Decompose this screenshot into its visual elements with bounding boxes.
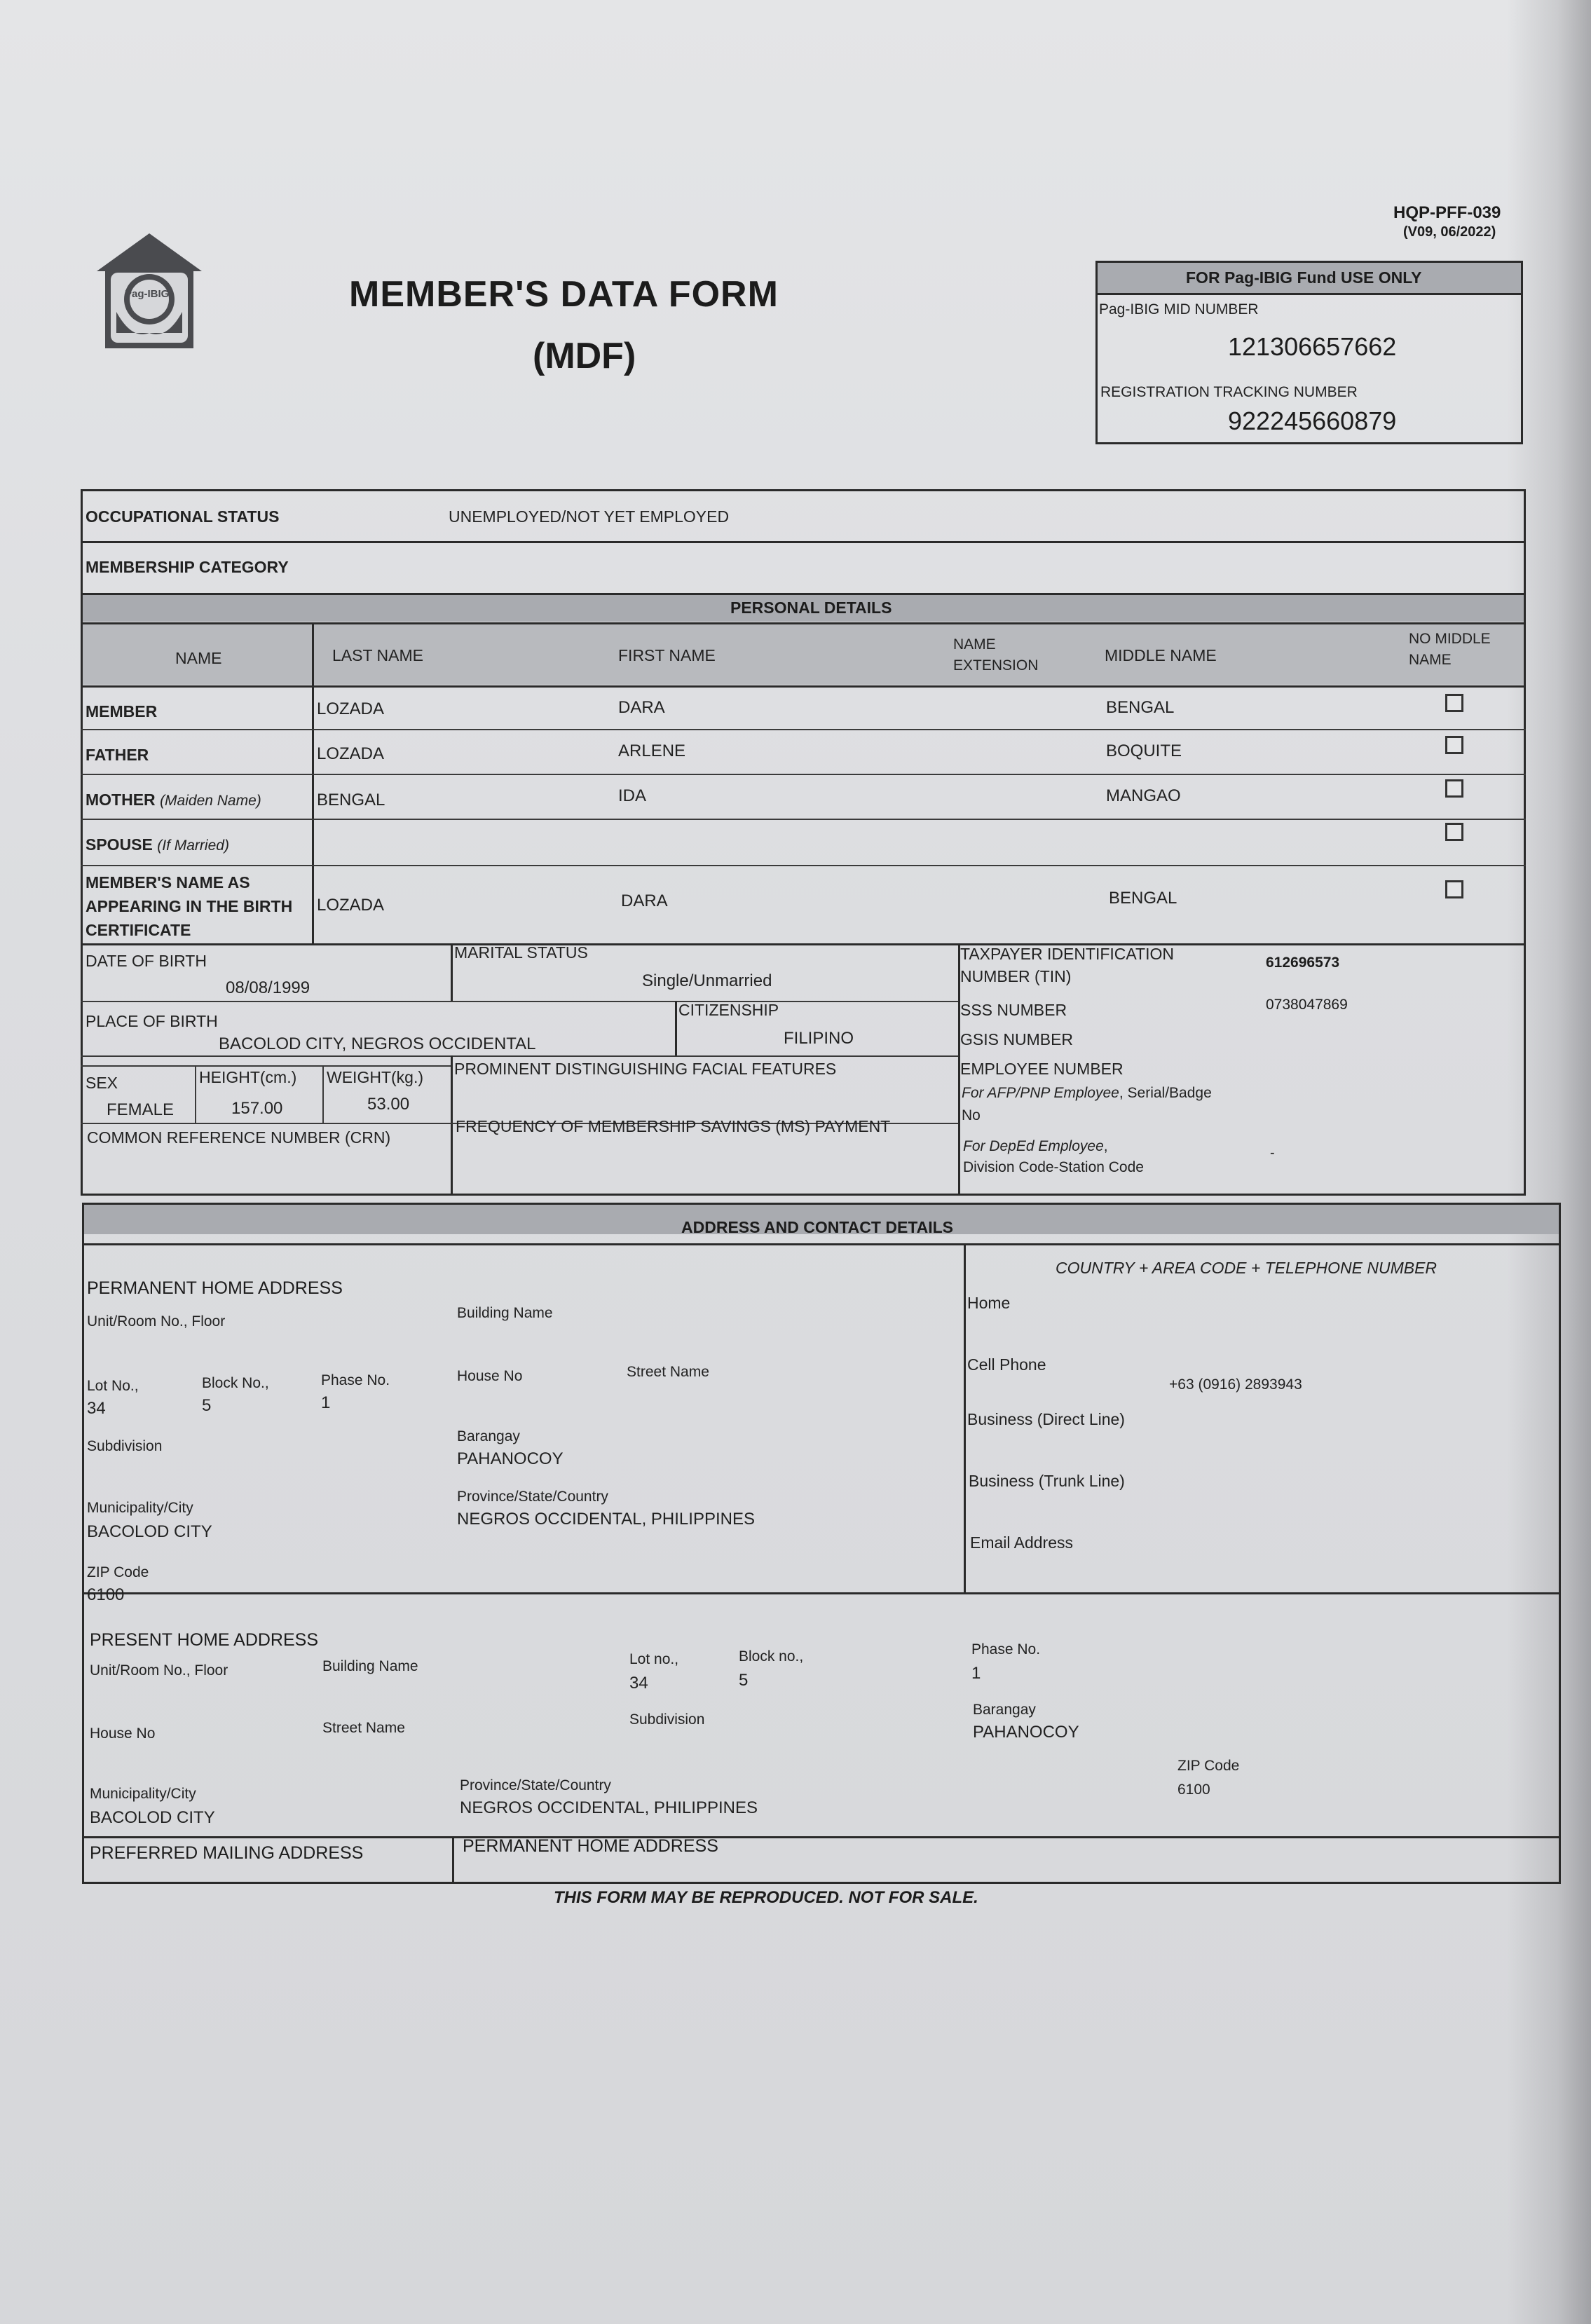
pagibig-logo: [90, 228, 209, 355]
perm-subdivision-label: Subdivision: [87, 1438, 163, 1454]
afp-pnp-note-2: No: [962, 1107, 981, 1123]
spouse-row-label: [86, 835, 229, 854]
place-of-birth-value: BACOLOD CITY, NEGROS OCCIDENTAL: [219, 1034, 536, 1053]
mother-middle-name: MANGAO: [1106, 786, 1181, 805]
father-first-name: ARLENE: [618, 741, 686, 760]
pres-municipality-value: BACOLOD CITY: [90, 1808, 215, 1827]
member-middle-name: BENGAL: [1106, 698, 1175, 717]
footer-note: THIS FORM MAY BE REPRODUCED. NOT FOR SALE.: [554, 1888, 978, 1907]
mother-label-note: (Maiden Name): [160, 793, 261, 809]
birth-cert-middle-name: BENGAL: [1109, 889, 1177, 908]
father-middle-name: BOQUITE: [1106, 741, 1182, 760]
col-name-extension-1: NAME: [953, 636, 996, 652]
employee-number-label: EMPLOYEE NUMBER: [960, 1060, 1124, 1078]
perm-municipality-value: BACOLOD CITY: [87, 1522, 212, 1541]
perm-province-label: Province/State/Country: [457, 1489, 608, 1505]
facial-features-label: PROMINENT DISTINGUISHING FACIAL FEATURES: [454, 1060, 837, 1078]
form-version: (V09, 06/2022): [1403, 224, 1496, 240]
address-contact-table: [82, 1203, 1561, 1884]
pres-lot-label: Lot no.,: [629, 1651, 679, 1667]
gsis-label: GSIS NUMBER: [960, 1030, 1074, 1048]
col-first-name: FIRST NAME: [618, 646, 716, 664]
member-first-name: DARA: [618, 698, 665, 717]
perm-phase-label: Phase No.: [321, 1372, 390, 1388]
deped-note-italic: For DepEd Employee: [963, 1138, 1104, 1154]
perm-street-label: Street Name: [627, 1364, 709, 1380]
pres-unit-label: Unit/Room No., Floor: [90, 1662, 228, 1679]
preferred-mailing-label: PREFERRED MAILING ADDRESS: [90, 1843, 364, 1863]
col-no-middle-name-1: NO MIDDLE: [1409, 631, 1491, 647]
height-label: HEIGHT(cm.): [199, 1068, 297, 1086]
name-columns-header-bg: [83, 624, 1524, 685]
mid-number-label: Pag-IBIG MID NUMBER: [1099, 301, 1259, 317]
spouse-label-note: (If Married): [157, 838, 229, 854]
mother-label: MOTHER: [86, 791, 156, 809]
crn-label: COMMON REFERENCE NUMBER (CRN): [87, 1128, 391, 1147]
citizenship-label: CITIZENSHIP: [678, 1001, 779, 1019]
tin-label-1: TAXPAYER IDENTIFICATION: [960, 945, 1174, 963]
mother-no-middle-name-checkbox[interactable]: [1445, 779, 1463, 798]
col-last-name: LAST NAME: [332, 646, 423, 664]
member-last-name: LOZADA: [317, 699, 385, 718]
birth-cert-label-1: MEMBER'S NAME AS: [86, 873, 250, 891]
dob-label: DATE OF BIRTH: [86, 952, 207, 970]
place-of-birth-label: PLACE OF BIRTH: [86, 1012, 218, 1030]
deped-note-rest: ,: [1103, 1138, 1108, 1154]
perm-house-label: House No: [457, 1368, 523, 1384]
home-phone-label: Home: [967, 1294, 1011, 1312]
form-title-abbr: (MDF): [533, 336, 636, 376]
pres-phase-label: Phase No.: [971, 1641, 1041, 1657]
col-no-middle-name-2: NAME: [1409, 652, 1452, 668]
contact-header: COUNTRY + AREA CODE + TELEPHONE NUMBER: [1056, 1259, 1438, 1277]
birth-cert-first-name: DARA: [621, 891, 668, 910]
tin-label-2: NUMBER (TIN): [960, 967, 1072, 985]
occupational-status-label: OCCUPATIONAL STATUS: [86, 507, 280, 526]
form-code: HQP-PFF-039: [1393, 203, 1501, 222]
pres-block-value: 5: [739, 1671, 749, 1690]
logo-text: Pag-IBIG: [125, 288, 170, 300]
business-direct-label: Business (Direct Line): [967, 1410, 1125, 1428]
rtn-value: 922245660879: [1228, 406, 1397, 435]
office-use-header: FOR Pag-IBIG Fund USE ONLY: [1186, 268, 1422, 287]
perm-unit-label: Unit/Room No., Floor: [87, 1313, 226, 1330]
cell-phone-value: +63 (0916) 2893943: [1169, 1376, 1302, 1393]
pres-barangay-label: Barangay: [973, 1702, 1036, 1718]
birth-cert-label-3: CERTIFICATE: [86, 921, 191, 939]
present-address-title: PRESENT HOME ADDRESS: [90, 1630, 319, 1650]
perm-lot-value: 34: [87, 1399, 106, 1418]
frequency-label: FREQUENCY OF MEMBERSHIP SAVINGS (MS) PAYMENT: [456, 1117, 891, 1135]
perm-municipality-label: Municipality/City: [87, 1500, 193, 1516]
perm-block-value: 5: [202, 1396, 212, 1415]
pres-zip-label: ZIP Code: [1177, 1758, 1240, 1774]
perm-lot-label: Lot No.,: [87, 1378, 139, 1394]
email-label: Email Address: [970, 1533, 1074, 1552]
pres-zip-value: 6100: [1177, 1782, 1210, 1798]
father-last-name: LOZADA: [317, 744, 385, 763]
perm-province-value: NEGROS OCCIDENTAL, PHILIPPINES: [457, 1510, 755, 1529]
father-no-middle-name-checkbox[interactable]: [1445, 736, 1463, 754]
form-title: MEMBER'S DATA FORM: [349, 274, 779, 315]
col-name: NAME: [175, 649, 222, 667]
member-no-middle-name-checkbox[interactable]: [1445, 694, 1463, 712]
pres-phase-value: 1: [971, 1664, 981, 1683]
spouse-no-middle-name-checkbox[interactable]: [1445, 823, 1463, 841]
pres-street-label: Street Name: [322, 1720, 405, 1736]
permanent-address-title: PERMANENT HOME ADDRESS: [87, 1278, 343, 1298]
col-middle-name: MIDDLE NAME: [1105, 646, 1217, 664]
sss-label: SSS NUMBER: [960, 1001, 1067, 1019]
weight-label: WEIGHT(kg.): [327, 1068, 423, 1086]
father-row-label: FATHER: [86, 746, 149, 764]
pres-barangay-value: PAHANOCOY: [973, 1723, 1079, 1742]
sex-value: FEMALE: [107, 1100, 175, 1119]
afp-pnp-note-rest: , Serial/Badge: [1119, 1085, 1212, 1101]
birth-cert-last-name: LOZADA: [317, 896, 385, 915]
perm-block-label: Block No.,: [202, 1375, 269, 1391]
sex-label: SEX: [86, 1074, 118, 1092]
deped-note: [963, 1138, 1108, 1155]
perm-barangay-label: Barangay: [457, 1428, 520, 1444]
perm-barangay-value: PAHANOCOY: [457, 1449, 564, 1468]
mother-row-label: [86, 791, 261, 809]
pres-lot-value: 34: [629, 1674, 648, 1693]
perm-phase-value: 1: [321, 1393, 331, 1412]
mid-number-value: 121306657662: [1228, 332, 1397, 361]
preferred-mailing-value: PERMANENT HOME ADDRESS: [463, 1836, 718, 1856]
membership-category-label: MEMBERSHIP CATEGORY: [86, 558, 289, 576]
birth-cert-no-middle-name-checkbox[interactable]: [1445, 880, 1463, 898]
mother-first-name: IDA: [618, 786, 647, 805]
pres-block-label: Block no.,: [739, 1648, 804, 1665]
member-row-label: MEMBER: [86, 702, 158, 720]
rtn-label: REGISTRATION TRACKING NUMBER: [1100, 384, 1358, 400]
weight-value: 53.00: [367, 1095, 410, 1114]
perm-building-label: Building Name: [457, 1305, 553, 1321]
spouse-label: SPOUSE: [86, 835, 153, 854]
deped-value: -: [1270, 1145, 1275, 1161]
afp-pnp-note-italic: For AFP/PNP Employee: [962, 1085, 1119, 1101]
sss-value: 0738047869: [1266, 997, 1348, 1013]
mother-last-name: BENGAL: [317, 791, 385, 809]
address-header: ADDRESS AND CONTACT DETAILS: [681, 1218, 954, 1236]
cell-phone-label: Cell Phone: [967, 1355, 1046, 1374]
afp-pnp-note: [962, 1085, 1212, 1102]
birth-cert-label-2: APPEARING IN THE BIRTH: [86, 897, 293, 915]
perm-zip-value: 6100: [87, 1585, 125, 1604]
occupational-status-value: UNEMPLOYED/NOT YET EMPLOYED: [449, 507, 730, 526]
deped-note-2: Division Code-Station Code: [963, 1159, 1144, 1175]
height-value: 157.00: [231, 1099, 283, 1118]
pres-province-value: NEGROS OCCIDENTAL, PHILIPPINES: [460, 1798, 758, 1817]
marital-status-value: Single/Unmarried: [642, 971, 772, 990]
pres-building-label: Building Name: [322, 1658, 418, 1674]
pres-province-label: Province/State/Country: [460, 1777, 611, 1793]
pres-municipality-label: Municipality/City: [90, 1786, 196, 1802]
business-trunk-label: Business (Trunk Line): [969, 1472, 1125, 1490]
marital-status-label: MARITAL STATUS: [454, 943, 588, 962]
perm-zip-label: ZIP Code: [87, 1564, 149, 1580]
tin-value: 612696573: [1266, 955, 1340, 971]
citizenship-value: FILIPINO: [784, 1029, 854, 1048]
pres-house-label: House No: [90, 1725, 156, 1742]
col-name-extension-2: EXTENSION: [953, 657, 1039, 674]
dob-value: 08/08/1999: [226, 978, 310, 997]
personal-details-header: PERSONAL DETAILS: [730, 599, 892, 617]
pres-subdivision-label: Subdivision: [629, 1711, 705, 1728]
